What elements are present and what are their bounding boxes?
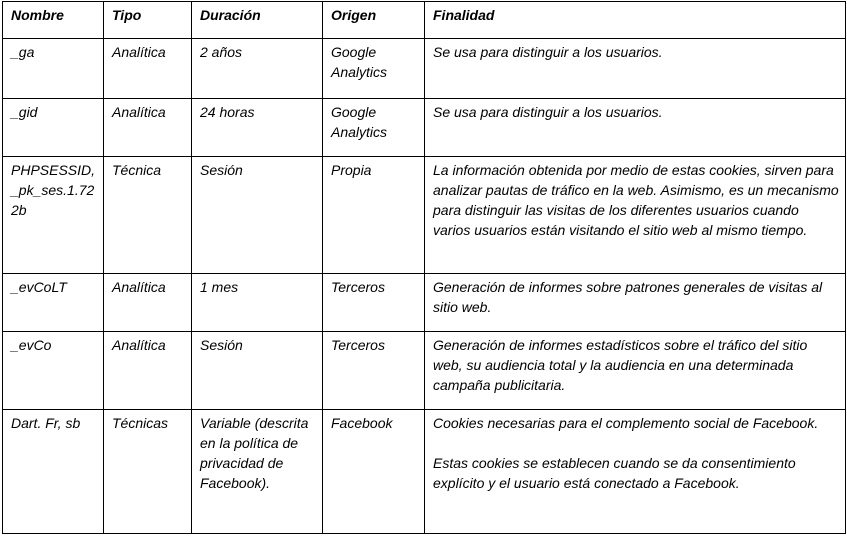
table-row bbox=[3, 274, 846, 332]
cell-finalidad bbox=[425, 39, 846, 99]
cell-tipo: Analítica bbox=[104, 99, 192, 157]
finalidad-text: Estas cookies se establecen cuando se da consentimiento explícito y el usuario está conectado a Facebook. bbox=[433, 455, 796, 491]
cell-nombre: _ga bbox=[3, 39, 104, 99]
cell-origen: Terceros bbox=[323, 274, 425, 332]
cell-tipo: Técnica bbox=[104, 157, 192, 274]
cell-duracion: 2 años bbox=[192, 39, 323, 99]
finalidad-text: Generación de informes estadísticos sobre el tráfico del sitio web, su audiencia total y la audiencia en una determinada campaña publicitaria. bbox=[433, 337, 808, 393]
cell-nombre: Dart. Fr, sb bbox=[3, 410, 104, 534]
table-header-row bbox=[3, 2, 846, 39]
cell-duracion: Sesión bbox=[192, 157, 323, 274]
cell-nombre: PHPSESSID, _pk_ses.1.722b bbox=[3, 157, 104, 274]
table-row bbox=[3, 332, 846, 410]
cell-nombre: _evCoLT bbox=[3, 274, 104, 332]
cell-nombre: _evCo bbox=[3, 332, 104, 410]
cookies-table bbox=[2, 1, 846, 534]
cell-finalidad bbox=[425, 332, 846, 410]
header-origen: Origen bbox=[323, 2, 425, 39]
table-row bbox=[3, 410, 846, 534]
cell-tipo: Analítica bbox=[104, 332, 192, 410]
cell-duracion: 24 horas bbox=[192, 99, 323, 157]
cell-finalidad bbox=[425, 274, 846, 332]
finalidad-text: Se usa para distinguir a los usuarios. bbox=[433, 104, 663, 120]
cell-duracion: Sesión bbox=[192, 332, 323, 410]
cell-duracion: 1 mes bbox=[192, 274, 323, 332]
cell-origen: Google Analytics bbox=[323, 99, 425, 157]
cell-nombre: _gid bbox=[3, 99, 104, 157]
table-row bbox=[3, 39, 846, 99]
cell-origen: Terceros bbox=[323, 332, 425, 410]
finalidad-text: Se usa para distinguir a los usuarios. bbox=[433, 44, 663, 60]
cell-tipo: Técnicas bbox=[104, 410, 192, 534]
finalidad-text: Generación de informes sobre patrones generales de visitas al sitio web. bbox=[433, 279, 823, 315]
table-row bbox=[3, 99, 846, 157]
cell-duracion: Variable (descrita en la política de privacidad de Facebook). bbox=[192, 410, 323, 534]
cell-finalidad bbox=[425, 410, 846, 534]
table-row bbox=[3, 157, 846, 274]
header-duracion: Duración bbox=[192, 2, 323, 39]
finalidad-text: La información obtenida por medio de estas cookies, sirven para analizar pautas de tráfico en la web. Asimismo, es un mecanismo para distinguir las visitas de los diferentes usuarios cuando varios usuarios están visitando el sitio web al mismo tiempo. bbox=[433, 162, 839, 238]
finalidad-text: Cookies necesarias para el complemento social de Facebook. bbox=[433, 415, 819, 431]
header-tipo: Tipo bbox=[104, 2, 192, 39]
cell-origen: Facebook bbox=[323, 410, 425, 534]
cell-origen: Google Analytics bbox=[323, 39, 425, 99]
cell-origen: Propia bbox=[323, 157, 425, 274]
cell-tipo: Analítica bbox=[104, 39, 192, 99]
cell-finalidad bbox=[425, 157, 846, 274]
header-nombre: Nombre bbox=[3, 2, 104, 39]
cell-finalidad bbox=[425, 99, 846, 157]
cell-tipo: Analítica bbox=[104, 274, 192, 332]
header-finalidad: Finalidad bbox=[425, 2, 846, 39]
